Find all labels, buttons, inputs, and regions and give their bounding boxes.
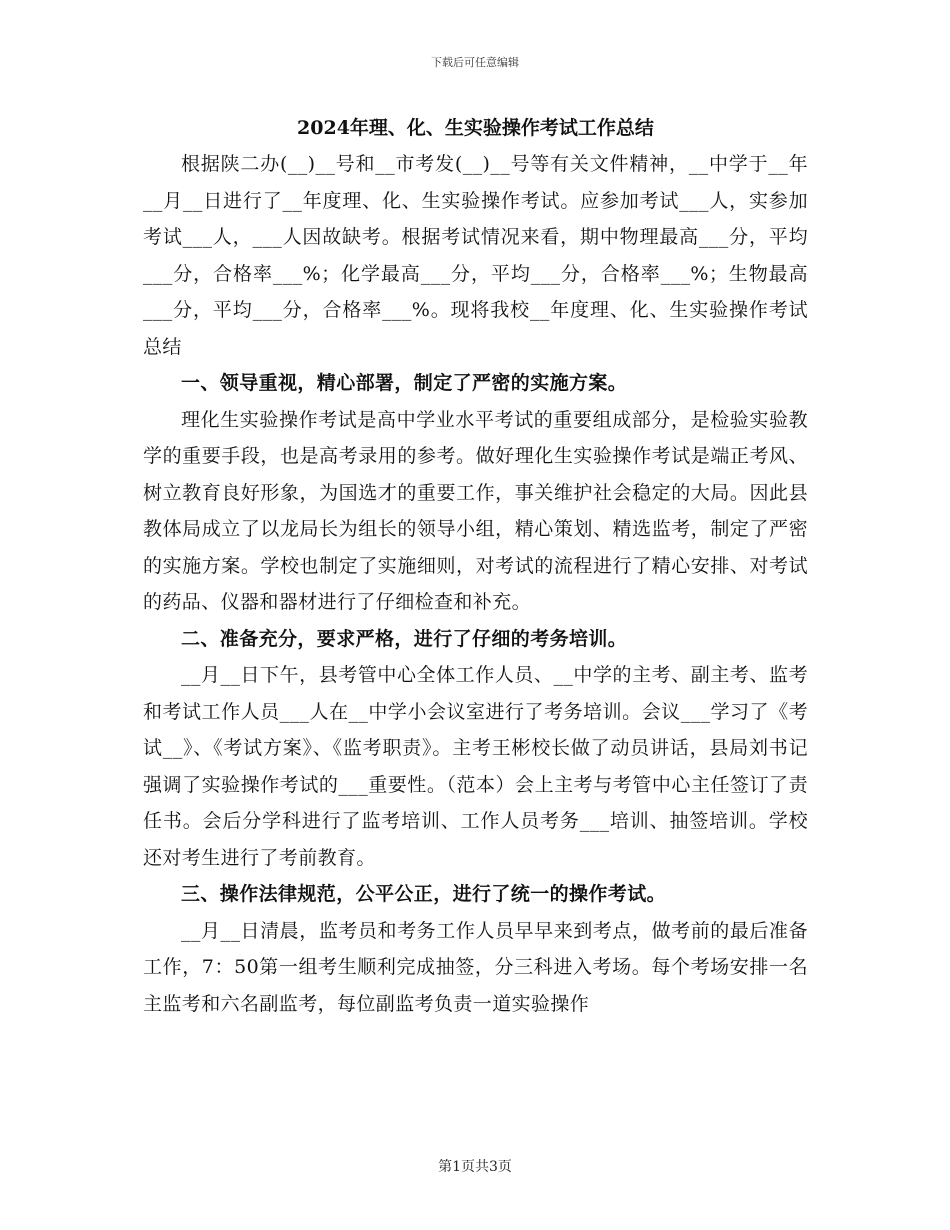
- section-heading-2: 二、准备充分，要求严格，进行了仔细的考务培训。: [181, 627, 628, 650]
- section-heading-1: 一、领导重视，精心部署，制定了严密的实施方案。: [181, 372, 628, 394]
- page-number-footer: 第1页共3页: [438, 1159, 512, 1175]
- intro-paragraph: 根据陕二办(__)__号和__市考发(__)__号等有关文件精神，__中学于__年__月__日进行了__年度理、化、生实验操作考试。应参加考试___人，实参加考试___人，___人因故缺考。根据考试情况来看，期中物理最高___分，平均___分，合格率___%；化学最高___分，平均___分，合格率___%；生物最高___分，平均___分，合格率___%。现将我校__年度理、化、生实验操作考试总结: [143, 153, 808, 358]
- section-heading-3: 三、操作法律规范，公平公正，进行了统一的操作考试。: [181, 883, 667, 905]
- header-note: 下载后可任意编辑: [431, 56, 519, 69]
- document-body: [143, 112, 808, 1022]
- section-1-paragraph: 理化生实验操作考试是高中学业水平考试的重要组成部分，是检验实验教学的重要手段，也是高考录用的参考。做好理化生实验操作考试是端正考风、树立教育良好形象，为国选才的重要工作，事关维护社会稳定的大局。因此县教体局成立了以龙局长为组长的领导小组，精心策划、精选监考，制定了严密的实施方案。学校也制定了实施细则，对考试的流程进行了精心安排、对考试的药品、仪器和器材进行了仔细检查和补充。: [143, 408, 808, 613]
- section-3-paragraph: __月__日清晨，监考员和考务工作人员早早来到考点，做考前的最后准备工作，7：50第一组考生顺利完成抽签，分三科进入考场。每个考场安排一名主监考和六名副监考，每位副监考负责一道实验操作: [143, 919, 808, 1015]
- document-title: 2024年理、化、生实验操作考试工作总结: [297, 117, 654, 139]
- section-2-paragraph: __月__日下午，县考管中心全体工作人员、__中学的主考、副主考、监考和考试工作人员___人在__中学小会议室进行了考务培训。会议___学习了《考试__》、《考试方案》、《监考职责》。主考王彬校长做了动员讲话，县局刘书记强调了实验操作考试的___重要性。（范本）会上主考与考管中心主任签订了责任书。会后分学科进行了监考培训、工作人员考务___培训、抽签培训。学校还对考生进行了考前教育。: [143, 664, 808, 869]
